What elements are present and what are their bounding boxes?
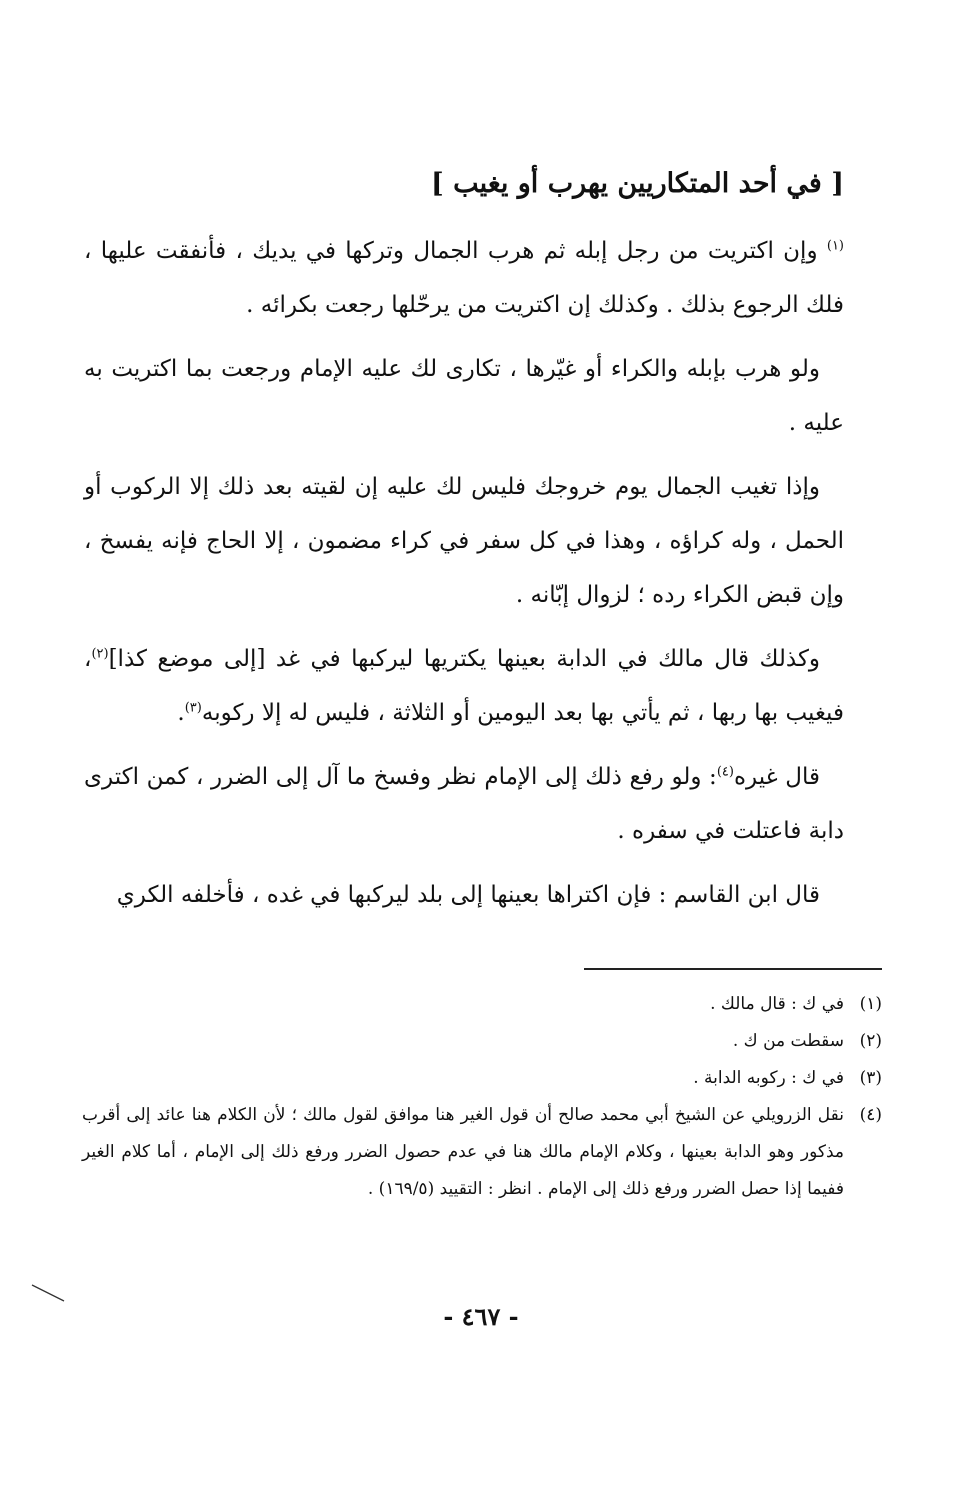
footnote-4 (82, 1097, 882, 1208)
paragraph-3 (84, 460, 844, 622)
footnote-1 (82, 986, 882, 1023)
paragraph-2 (84, 342, 844, 450)
footnote-ref: (٣) (184, 700, 202, 716)
paragraph-5 (84, 750, 844, 858)
paragraph-text: قال غيره (733, 764, 820, 790)
footnote-ref: (٢) (91, 646, 109, 662)
paragraph-text: وكذلك قال مالك في الدابة بعينها يكتريها ليركبها في غد [إلى موضع كذا] (108, 646, 820, 672)
paragraph-text: وإن اكتريت من رجل إبله ثم هرب الجمال وتركها في يديك ، فأنفقت عليها ، فلك الرجوع بذلك . وكذلك إن اكتريت من يرحّلها رجعت بكرائه . (84, 238, 844, 318)
paragraph-text: : ولو رفع ذلك إلى الإمام نظر وفسخ ما آل إلى الضرر ، كمن اكترى دابة فاعتلت في سفره . (84, 764, 844, 844)
paragraph-1 (84, 224, 844, 332)
footnote-separator (584, 968, 882, 970)
page-number: - ٤٦٧ - (443, 1302, 519, 1331)
paragraph-text: . (177, 700, 185, 726)
footnotes (82, 986, 882, 1208)
footnote-3 (82, 1060, 882, 1097)
footnote-text: نقل الزرويلي عن الشيخ أبي محمد صالح أن قول الغير هنا موافق لقول مالك ؛ لأن الكلام هنا عائد إلى أقرب مذكور وهو الدابة بعينها ، وكلام الإمام مالك هنا في عدم حصول الضرر ورفع ذلك إلى الإمام ، أما كلام الغير ففيما إذا حصل الضرر ورفع ذلك إلى الإمام . انظر : التقييد (١٦٩/٥) . (82, 1105, 844, 1199)
footnote-ref: (٤) (716, 764, 734, 780)
footnote-number: (٤) (859, 1105, 882, 1125)
footnote-2 (82, 1023, 882, 1060)
paragraph-text: قال ابن القاسم : فإن اكتراها بعينها إلى بلد ليركبها في غده ، فأخلفه الكري (116, 882, 820, 908)
margin-stroke-mark (30, 1282, 66, 1304)
footnote-number: (١) (859, 994, 882, 1014)
paragraph-text: وإذا تغيب الجمال يوم خروجك فليس لك عليه إن لقيته بعد ذلك إلا الركوب أو الحمل ، وله كراؤه ، وهذا في كل سفر في كراء مضمون ، إلا الحاج فإنه يفسخ ، وإن قبض الكراء رده ؛ لزوال إبّانه . (84, 474, 844, 608)
paragraph-text: ، فيغيب بها ربها ، ثم يأتي بها بعد اليومين أو الثلاثة ، فليس له إلا ركوبه (84, 646, 844, 726)
footnote-text: في ك : ركوبه الدابة . (693, 1068, 844, 1088)
footnote-text: سقطت من ك . (732, 1031, 844, 1051)
footnote-text: في ك : قال مالك . (710, 994, 844, 1014)
footnote-number: (٣) (859, 1068, 882, 1088)
footnote-number: (٢) (859, 1031, 882, 1051)
footnote-ref: (١) (826, 238, 844, 254)
paragraph-4 (84, 632, 844, 740)
main-text (84, 224, 844, 932)
paragraph-6 (84, 868, 844, 922)
section-heading: [ في أحد المتكاريين يهرب أو يغيب ] (430, 168, 844, 199)
paragraph-text: ولو هرب بإبله والكراء أو غيّرها ، تكارى لك عليه الإمام ورجعت بما اكتريت به عليه . (84, 356, 844, 436)
